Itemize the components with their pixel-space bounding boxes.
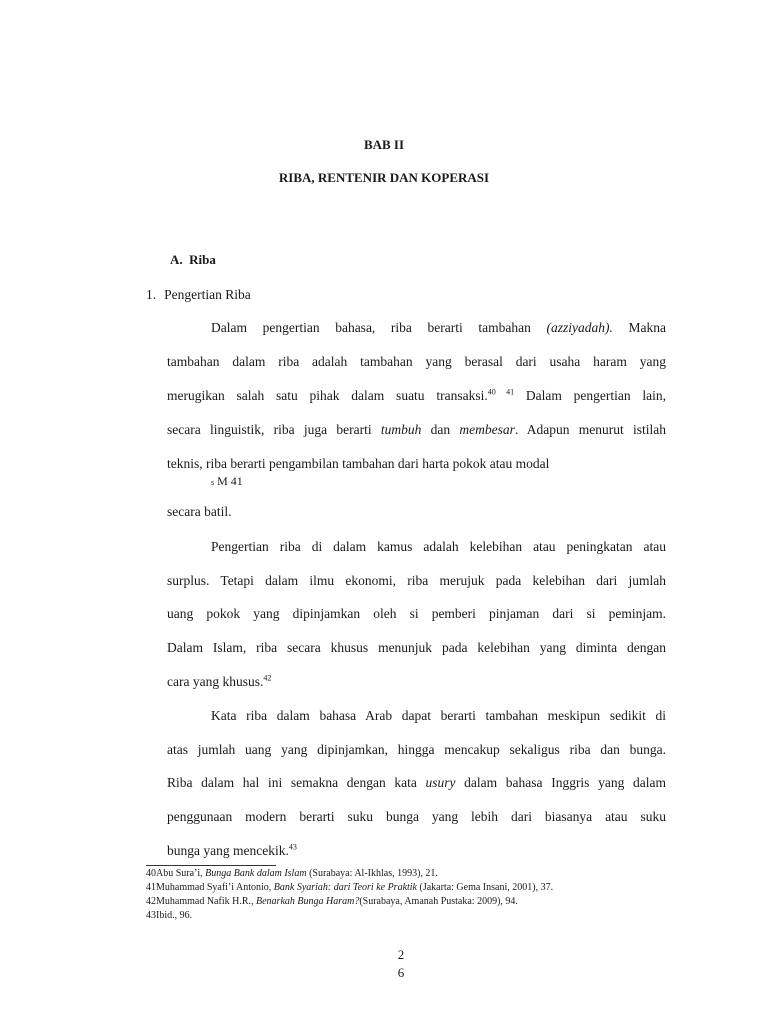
section-title: Riba xyxy=(189,252,216,267)
p3-line-4: penggunaan modern berarti suku bunga yang lebih dari biasanya atau suku xyxy=(167,809,666,824)
p1-line-5: teknis, riba berarti pengambilan tambahan dari harta pokok atau modal xyxy=(167,456,550,471)
p2-line-5: cara yang khusus.$^{42}$ xyxy=(167,673,272,689)
p2-line-3: uang pokok yang dipinjamkan oleh si pemberi pinjaman dari si peminjam. xyxy=(167,606,666,621)
footnote-ref-42: 42 xyxy=(263,673,272,683)
footnote-ref-40-41: 40 41 xyxy=(487,387,515,397)
chapter-label: BAB II xyxy=(363,137,405,152)
subsection-heading xyxy=(146,287,251,303)
p3-line-1: Kata riba dalam bahasa Arab dapat berarti tambahan meskipun sedikit di xyxy=(211,708,666,723)
footnote-43: 43Ibid., 96. xyxy=(146,910,193,921)
p2-line-1: Pengertian riba di dalam kamus adalah kelebihan atau peningkatan atau xyxy=(211,539,666,554)
chapter-title: RIBA, RENTENIR DAN KOPERASI xyxy=(278,170,490,185)
p2-line-2: surplus. Tetapi dalam ilmu ekonomi, riba merujuk pada kelebihan dari jumlah xyxy=(167,573,666,588)
p3-line-5: bunga yang mencekik.$^{43}$ xyxy=(167,842,297,858)
p1-line-4: secara linguistik, riba juga berarti tumbuh dan membesar. Adapun menurut istilah xyxy=(167,422,667,437)
p2-line-4: Dalam Islam, riba secara khusus menunjuk pada kelebihan yang diminta dengan xyxy=(167,640,666,655)
footnote-40: 40Abu Sura’i, Bunga Bank dalam Islam (Surabaya: Al-Ikhlas, 1993), 21. xyxy=(146,868,438,879)
p1-line-1: Dalam pengertian bahasa, riba berarti tambahan (azziyadah). Makna xyxy=(211,320,666,335)
p3-line-3: Riba dalam hal ini semakna dengan kata usury dalam bahasa Inggris yang dalam xyxy=(167,775,666,790)
p1-text-artifact: s M 41 xyxy=(211,474,243,488)
subsection-number: 1. xyxy=(146,287,157,302)
footnote-41: 41Muhammad Syafi’i Antonio, Bank Syariah: dari Teori ke Praktik (Jakarta: Gema Insani, 2001), 37. xyxy=(146,882,554,893)
p1-line-2: tambahan dalam riba adalah tambahan yang berasal dari usaha haram yang xyxy=(167,354,666,369)
footnote-42: 42Muhammad Nafik H.R., Benarkah Bunga Haram?(Surabaya, Amanah Pustaka: 2009), 94. xyxy=(146,896,518,907)
section-label: A. xyxy=(170,252,183,267)
p1-line-3: merugikan salah satu pihak dalam suatu transaksi.$^{40 41}$ Dalam pengertian lain, xyxy=(167,387,667,403)
section-heading xyxy=(170,252,216,268)
p3-line-2: atas jumlah uang yang dipinjamkan, hingga mencakup sekaligus riba dan bunga. xyxy=(167,742,666,757)
page-number-line-2: 6 xyxy=(397,965,405,980)
p1-line-6: secara batil. xyxy=(167,504,232,519)
footnote-ref-43: 43 xyxy=(288,842,297,852)
subsection-title: Pengertian Riba xyxy=(164,287,251,302)
footnote-separator xyxy=(146,865,276,866)
page-number-line-1: 2 xyxy=(397,947,405,962)
